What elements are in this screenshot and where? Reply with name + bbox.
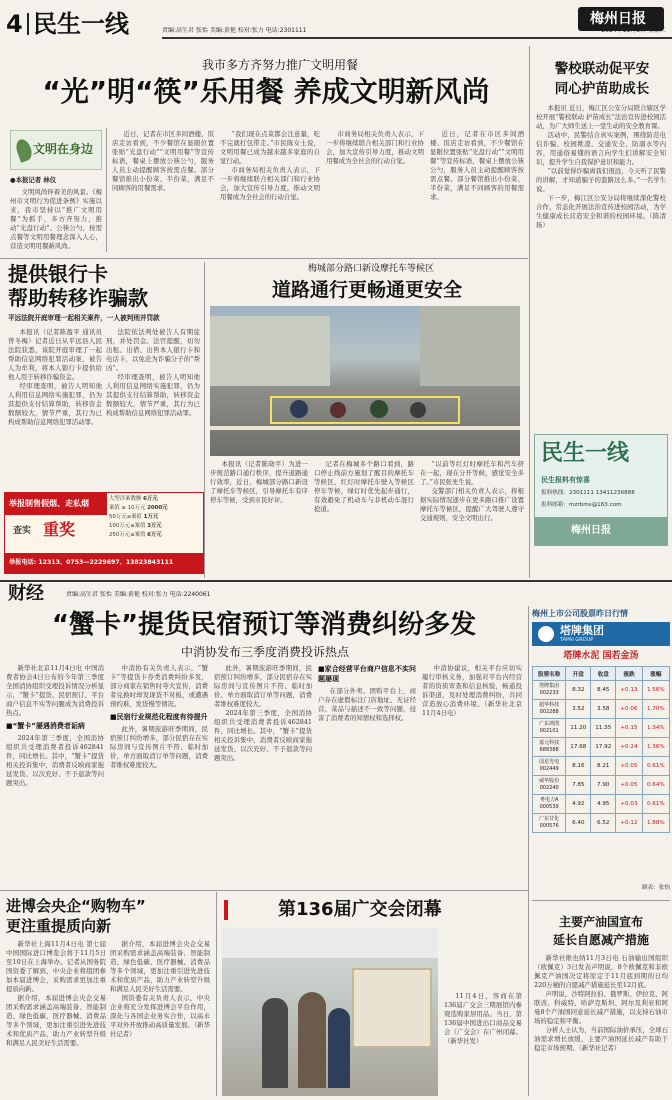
hotline-ad-line2: 报料热线：2301111 13411236888	[541, 490, 635, 496]
stock-value-cell: 8.32	[566, 681, 591, 700]
company-slogan: 塔牌水泥 国若金汤	[563, 651, 639, 661]
issue-date: 2024年11月5日 星期二	[601, 27, 666, 34]
stock-value-cell: 3.58	[591, 700, 616, 719]
table-note: 制表：张怡	[642, 885, 670, 891]
stock-quote-panel	[530, 606, 672, 898]
ad-title: 举报制售假烟、走私烟	[9, 499, 89, 508]
paragraph: “我们现在点菜都会注意量，吃不完就打包带走。”市民陈女士说，文明用餐已成为越来越多家庭的自觉行动。	[220, 130, 320, 165]
editor-credits: 责编:高生君 张怡 美编:黄艳 校对:张力 电话:2240061	[66, 591, 211, 598]
paragraph: 活动中，民警结合真实案例，围绕防范电信诈骗、校园欺凌、交通安全、防溺水等内容，用通俗易懂的语言向学生们讲解安全知识，提升学生自我保护意识和能力。	[536, 131, 666, 166]
table-header-row	[533, 667, 670, 681]
motorcycle-shape	[330, 402, 346, 418]
column-header: 涨幅	[642, 667, 669, 681]
story-subhead: ■“蟹卡”屡遇消费者诟病	[6, 722, 85, 730]
stock-value-cell: 0.64%	[642, 776, 669, 795]
hall-ceiling	[222, 928, 438, 958]
paragraph: 近日，记者在市区多间酒楼、饭店走访看到，不少餐馆在显眼位置张贴“光盘行动”“文明用餐”等宣传标语，餐桌上摆放公筷公勺，服务人员主动提醒顾客按需点餐。部分餐馆推出小份菜、半份菜，满足不同顾客的用餐需求。	[112, 130, 214, 192]
story-headline-line2: 帮助转移诈骗款	[8, 286, 148, 310]
story-body-col2	[112, 130, 214, 252]
paragraph: 近日，记者在市区多间酒楼、饭店走访看到，不少餐馆在显眼位置张贴“光盘行动”“文明用餐”等宣传标语，餐桌上摆放公筷公勺，服务人员主动提醒顾客按需点餐。部分餐馆推出小份菜、半份菜，满足不同顾客的用餐需求。	[430, 130, 524, 201]
stock-value-cell: 0.61%	[642, 757, 669, 776]
stock-value-cell: +0.05	[616, 776, 642, 795]
visitor-figure	[298, 992, 326, 1088]
section-title: 民生一线	[33, 10, 129, 38]
editor-credits: 责编:高生君 张怡 美编:黄艳 校对:张力 电话:2301111	[162, 27, 307, 34]
stock-value-cell: 8.21	[591, 757, 616, 776]
stock-name-cell: 粤电力A 000539	[533, 795, 566, 814]
motorcycle-shape	[410, 402, 426, 418]
section-title: 财经	[8, 583, 44, 604]
story-body-col2	[110, 664, 208, 888]
masthead	[0, 0, 672, 46]
finance-section-header	[0, 580, 672, 604]
story-body-col5	[430, 130, 524, 252]
paragraph: 中消协建议，相关平台应切实履行审核义务，加强对平台内经营者的资质审查和信息核验，畅通投诉渠道，及时处理消费纠纷，共同营造放心消费环境。（新华社北京11月4日电）	[422, 664, 522, 717]
table-row	[533, 814, 670, 833]
stock-name-cell: 威华股份 002240	[533, 776, 566, 795]
story-headline-line1: 警校联动促平安	[554, 61, 650, 77]
paragraph: 本报讯（记者陈晓平）为进一步规范路口通行秩序，提升道路通行效率，近日，梅城部分路口新设了摩托车等候区，引导摩托车有序停车等候，受到市民好评。	[210, 460, 308, 504]
story-body	[6, 940, 106, 1096]
paper-logo: 梅州日报	[590, 11, 646, 27]
hotline-ad	[534, 434, 668, 546]
paragraph: 在部分外卖、团购平台上，商户存在虚假标注门店地址、无证经营、菜品与描述不一致等问题，侵害了消费者的知情权和选择权。	[318, 687, 416, 722]
story-body-col3	[420, 460, 524, 576]
stock-name-cell: 广东甘化 000576	[533, 814, 566, 833]
column-header: 开盘	[566, 667, 591, 681]
paragraph: 法院依法判处被告人有期徒刑，并处罚金。法官提醒，切勿出租、出借、出售本人银行卡和电话卡，以免沦为诈骗分子的“帮凶”。	[106, 328, 200, 372]
story-body	[8, 328, 102, 508]
stock-value-cell: +0.13	[616, 681, 642, 700]
tobacco-report-ad	[4, 492, 204, 574]
caption-text: 11月4日，客商在第136届广交会三期展馆内参观选购家居用品。当日，第136届中国进出口商品交易会（广交会）在广州闭幕。（新华社发）	[444, 992, 522, 1045]
column-divider	[204, 262, 205, 578]
story-subhead: ■家合经营平台商户信息不实问题屡现	[318, 665, 416, 683]
stock-value-cell: +0.03	[616, 795, 642, 814]
canton-fair-photo	[222, 928, 438, 1096]
company-banner	[532, 622, 670, 646]
hotline-ad-line1: 民生报料有惊喜	[541, 476, 590, 484]
stock-value-cell: +0.24	[616, 738, 642, 757]
story-motorcycle-waiting-zone	[206, 260, 528, 580]
column-header: 收盘	[591, 667, 616, 681]
story-canton-fair	[218, 892, 526, 1100]
stock-value-cell: 1.36%	[642, 738, 669, 757]
paragraph: 记者在梅城多个路口看到，路口停止线前方施划了醒目的摩托车等候区，红灯时摩托车驶入等候区停车等候，绿灯时优先起步通行，有效避免了机动车与非机动车混行抢道。	[314, 460, 414, 513]
column-divider	[106, 128, 107, 252]
paragraph: 本报讯（记者陈盈平 通讯员曾冬梅）记者近日从平远县人民法院获悉，该院开庭审理了一起帮助信息网络犯罪活动案，被告人为牟利，将本人银行卡提供给他人用于转移诈骗资金。	[8, 328, 102, 381]
stock-name-cell: 塔牌集团 002233	[533, 681, 566, 700]
story-headline: “光”明“筷”乐用餐 养成文明新风尚	[42, 75, 490, 108]
story-deck: 平远法院开庭审理一起相关案件，一人被判刑并罚款	[8, 314, 160, 322]
story-body	[210, 460, 308, 576]
hotline-ad-title: 民生一线	[541, 441, 630, 466]
stock-value-cell: 1.56%	[642, 681, 669, 700]
paragraph: 2024年第三季度，全国消协组织共受理消费者投诉462841件，同比增长。其中，“蟹卡”提货相关投诉集中，消费者反映商家拖延发货、以次充好、不予退款等问题突出。	[6, 734, 104, 787]
story-body-col5	[422, 664, 522, 888]
stock-value-cell: +0.05	[616, 757, 642, 776]
section-rule	[0, 890, 528, 891]
stock-name-cell: 广东鸿图 002101	[533, 719, 566, 738]
company-name-en: TAPAI GROUP	[560, 637, 594, 643]
story-headline-line1: 提供银行卡	[8, 262, 108, 286]
photo-caption	[444, 992, 522, 1096]
leaf-icon	[14, 137, 35, 162]
column-divider	[529, 46, 530, 578]
stock-value-cell: 4.92	[566, 795, 591, 814]
story-body	[10, 188, 102, 252]
stock-value-cell: 6.40	[566, 814, 591, 833]
paragraph: 2024年第三季度，全国消协组织共受理消费者投诉462841件，同比增长。其中，“蟹卡”提货相关投诉集中，消费者反映商家拖延发货、以次充好、不予退款等问题突出。	[214, 709, 312, 762]
paragraph: 经审理查明，被告人明知他人利用信息网络实施犯罪，仍为其提供支付结算帮助，转移资金数额较大，情节严重，其行为已构成帮助信息网络犯罪活动罪。	[106, 373, 200, 417]
hotline-ad-tag: 梅州日报	[571, 525, 611, 536]
paragraph: 本报讯 近日，梅江区公安分局联合辖区学校开展“警校联动 护苗成长”法治宣传进校园活动，为广大师生送上一堂生动的安全教育课。	[536, 104, 666, 130]
story-police-school	[532, 46, 672, 432]
column-logo	[10, 130, 102, 170]
stock-value-cell: 1.88%	[642, 814, 669, 833]
ad-tier-list	[109, 495, 201, 540]
stock-value-cell: 3.52	[566, 700, 591, 719]
paragraph: 下一步，梅江区公安分局将继续深化警校合作，常态化开展法治宣传进校园活动，为学生健康成长营造安全和谐的校园环境。（陈清扬）	[536, 194, 666, 229]
paragraph: 新华社上海11月4日电 第七届中国国际进口博览会将于11月5日至10日在上海举办。记者从国务院国资委了解到，中央企业将组团参加本届进博会，采购需求更加注重提质向新。	[6, 940, 106, 993]
table-row	[533, 738, 670, 757]
stock-value-cell: 0.61%	[642, 795, 669, 814]
column-logo-text: 文明在身边	[33, 142, 94, 156]
paragraph: 市商务局相关负责人表示，下一步将继续联合相关部门和行业协会，加大宣传引导力度，推动文明用餐成为全社会的行动自觉。	[326, 130, 424, 165]
ad-tier: 案值 ≥ 10万元 2000元	[109, 505, 168, 511]
ad-prefix: 查实	[13, 526, 32, 536]
stock-table-title: 梅州上市公司股票昨日行情	[532, 609, 628, 618]
story-body-col4	[326, 130, 424, 252]
paragraph: “以前觉得诈骗离我们很远，今天听了民警的讲解，才知道骗子的套路这么多。”一名学生说。	[536, 167, 666, 193]
paragraph: 经审理查明，被告人明知他人利用信息网络实施犯罪，仍为其提供支付结算帮助，转移资金数额较大，情节严重，其行为已构成帮助信息网络犯罪活动罪。	[8, 382, 102, 426]
story-civilized-dining	[0, 46, 528, 258]
road-marking	[210, 426, 520, 430]
column-divider	[216, 892, 217, 1096]
stock-table	[532, 666, 670, 833]
ad-tier: 50万元≤案值 1万元	[109, 514, 159, 520]
story-headline: 道路通行更畅通更安全	[271, 279, 462, 301]
page-number-divider	[27, 13, 29, 35]
ad-tier: 大型涉案数额 6万元	[109, 496, 158, 502]
story-opec-cuts	[530, 900, 672, 1100]
page-number: 4	[6, 10, 23, 38]
story-headline-line1: 主要产油国宣布	[558, 915, 643, 929]
table-row	[533, 700, 670, 719]
paragraph: 新华社北京11月4日电 中国消费者协会4日公布的今年第三季度全国消协组织受理投诉情况分析显示，“蟹卡”提货、民宿预订、平台商户信息不实等问题成为消费投诉热点。	[6, 664, 104, 717]
stock-value-cell: 7.90	[591, 776, 616, 795]
paragraph: 此外，暑期旅游旺季期间，民宿预订纠纷增多，部分民宿存在实际房间与宣传图片不符、临时加价、单方面取消订单等问题，消费者维权难度较大。	[110, 725, 208, 769]
story-ciie-soe	[0, 892, 214, 1100]
paragraph: 市商务局相关负责人表示，下一步将继续联合相关部门和行业协会，加大宣传引导力度，推动文明用餐成为全社会的行动自觉。	[220, 166, 320, 201]
paragraph: 声明说，沙特阿拉伯、俄罗斯、伊拉克、阿联酋、科威特、哈萨克斯坦、阿尔及利亚和阿曼8个产油国同意延长减产措施，以支持石油市场的稳定和平衡。	[534, 990, 668, 1025]
stock-value-cell: 8.45	[591, 681, 616, 700]
story-body-col3	[214, 664, 312, 888]
story-subhead: ■民宿行业规范化程度有待提升	[110, 713, 208, 721]
stock-value-cell: 6.52	[591, 814, 616, 833]
table-row	[533, 776, 670, 795]
stock-value-cell: +0.06	[616, 700, 642, 719]
story-body	[534, 954, 668, 1098]
stock-value-cell: 11.35	[591, 719, 616, 738]
ad-tier: 100万元≤案值 3万元	[109, 523, 162, 529]
masthead-bar	[162, 37, 672, 39]
story-body-col4	[318, 664, 416, 888]
story-body-col2	[314, 460, 414, 576]
paragraph: 交警部门相关负责人表示，将根据实际情况逐步在更多路口推广设置摩托车等候区，提醒广大驾驶人遵守交通规则，安全文明出行。	[420, 487, 524, 522]
company-name: 塔牌集团	[560, 624, 604, 637]
stock-name-cell: 国星光电 002449	[533, 757, 566, 776]
stock-value-cell: 17.92	[591, 738, 616, 757]
stock-value-cell: +0.12	[616, 814, 642, 833]
paragraph: 中消协有关负责人表示，“蟹卡”等提货卡券类消费纠纷多发，部分商家在销售时夸大宣传，消费者兑换时却发现货不对板，或遭遇预约难、发货慢等情况。	[110, 664, 208, 708]
story-body-col2	[110, 940, 210, 1096]
display-shelf	[352, 968, 432, 1048]
stock-value-cell: +0.15	[616, 719, 642, 738]
story-headline-line2: 更注重提质向新	[6, 917, 112, 935]
paragraph: “以前等红灯时摩托车和汽车挤在一起，现在分开等候，感觉安全多了。”市民张先生说。	[420, 460, 524, 486]
paragraph: 新华社维也纳11月3日电 石油输出国组织（欧佩克）3日发表声明说，8个欧佩克和非欧佩克产油国决定将原定于11月底到期的日均220万桶的自愿减产措施延长至12月底。	[534, 954, 668, 989]
story-headline: “蟹卡”提货民宿预订等消费纠纷多发	[51, 610, 477, 640]
story-body	[536, 104, 666, 428]
stock-value-cell: 7.85	[566, 776, 591, 795]
paragraph: 据介绍，本届进博会央企交易团采购需求涵盖高端装备、智能制造、绿色低碳、医疗器械、消费品等多个领域，更加注重引进先进技术和优质产品，助力产业转型升级和满足人民美好生活需要。	[6, 994, 106, 1047]
story-headline-line1: 进博会央企“购物车”	[6, 897, 146, 915]
company-logo-icon	[538, 626, 554, 642]
section-rule	[0, 258, 528, 259]
stock-value-cell: 1.70%	[642, 700, 669, 719]
paragraph: 分析人士认为，当前国际油价承压，全球石油需求增长放缓，主要产油国延长减产有助于稳定市场预期。（新华社记者）	[534, 1026, 668, 1052]
story-crab-card	[0, 606, 526, 888]
ad-prize: 重奖	[43, 520, 76, 539]
story-headline-line2: 延长自愿减产措施	[552, 933, 649, 947]
headline-bar	[224, 900, 228, 920]
column-header: 涨跌	[616, 667, 642, 681]
column-divider	[528, 606, 529, 1096]
ad-tier: 250万元≤案值 6万元	[109, 532, 162, 538]
stock-name-cell: 嘉元科技 688388	[533, 738, 566, 757]
story-kicker: 梅城部分路口新设摩托车等候区	[307, 264, 434, 274]
visitor-figure	[262, 998, 288, 1088]
story-kicker: 我市多方齐努力推广文明用餐	[201, 58, 358, 72]
stock-name-cell: 超华科技 002288	[533, 700, 566, 719]
ad-phone: 举报电话: 12313、0753—2229697、13823843111	[9, 559, 174, 566]
traffic-photo	[210, 306, 520, 456]
paragraph: 国资委有关负责人表示，中央企业将充分发挥进博会平台作用，深化与各国企业务实合作，以高水平对外开放推动高质量发展。（新华社记者）	[110, 994, 210, 1038]
paragraph: 文明风尚伴着美的风景。《梅州市文明行为促进条例》实施以来，我市坚持以“推广文明用餐”为抓手，多方齐努力，推动“光盘行动”、公筷公勺、按需点餐等文明用餐理念深入人心，营造文明用餐新风尚。	[10, 188, 102, 250]
stock-quotes-table	[532, 666, 670, 833]
table-row	[533, 757, 670, 776]
table-row	[533, 681, 670, 700]
column-header: 股票名称	[533, 667, 566, 681]
stock-value-cell: 11.20	[566, 719, 591, 738]
sidebar-rule	[532, 900, 670, 901]
stock-value-cell: 4.95	[591, 795, 616, 814]
building-shape	[420, 306, 520, 386]
paragraph: 此外，暑期旅游旺季期间，民宿预订纠纷增多，部分民宿存在实际房间与宣传图片不符、临时加价、单方面取消订单等问题，消费者维权难度较大。	[214, 664, 312, 708]
story-deck: 中消协发布三季度消费投诉热点	[180, 645, 349, 659]
motorcycle-shape	[290, 400, 308, 418]
building-shape	[210, 316, 330, 386]
table-row	[533, 795, 670, 814]
motorcycle-shape	[370, 400, 388, 418]
story-body-col3	[220, 130, 320, 252]
story-body-col2	[106, 328, 200, 508]
stock-value-cell: 17.68	[566, 738, 591, 757]
stock-value-cell: 1.34%	[642, 719, 669, 738]
story-headline-line2: 同心护苗助成长	[554, 81, 650, 97]
paragraph: 据介绍，本届进博会央企交易团采购需求涵盖高端装备、智能制造、绿色低碳、医疗器械、消费品等多个领域，更加注重引进先进技术和优质产品，助力产业转型升级和满足人民美好生活需要。	[110, 940, 210, 993]
table-row	[533, 719, 670, 738]
stock-value-cell: 8.16	[566, 757, 591, 776]
hotline-ad-line3: 报料邮箱：mzrbms@163.com	[541, 502, 622, 508]
story-body	[6, 664, 104, 888]
visitor-figure	[328, 1008, 350, 1088]
story-headline: 第136届广交会闭幕	[278, 899, 442, 920]
byline: ●本报记者 林仪	[10, 176, 57, 184]
